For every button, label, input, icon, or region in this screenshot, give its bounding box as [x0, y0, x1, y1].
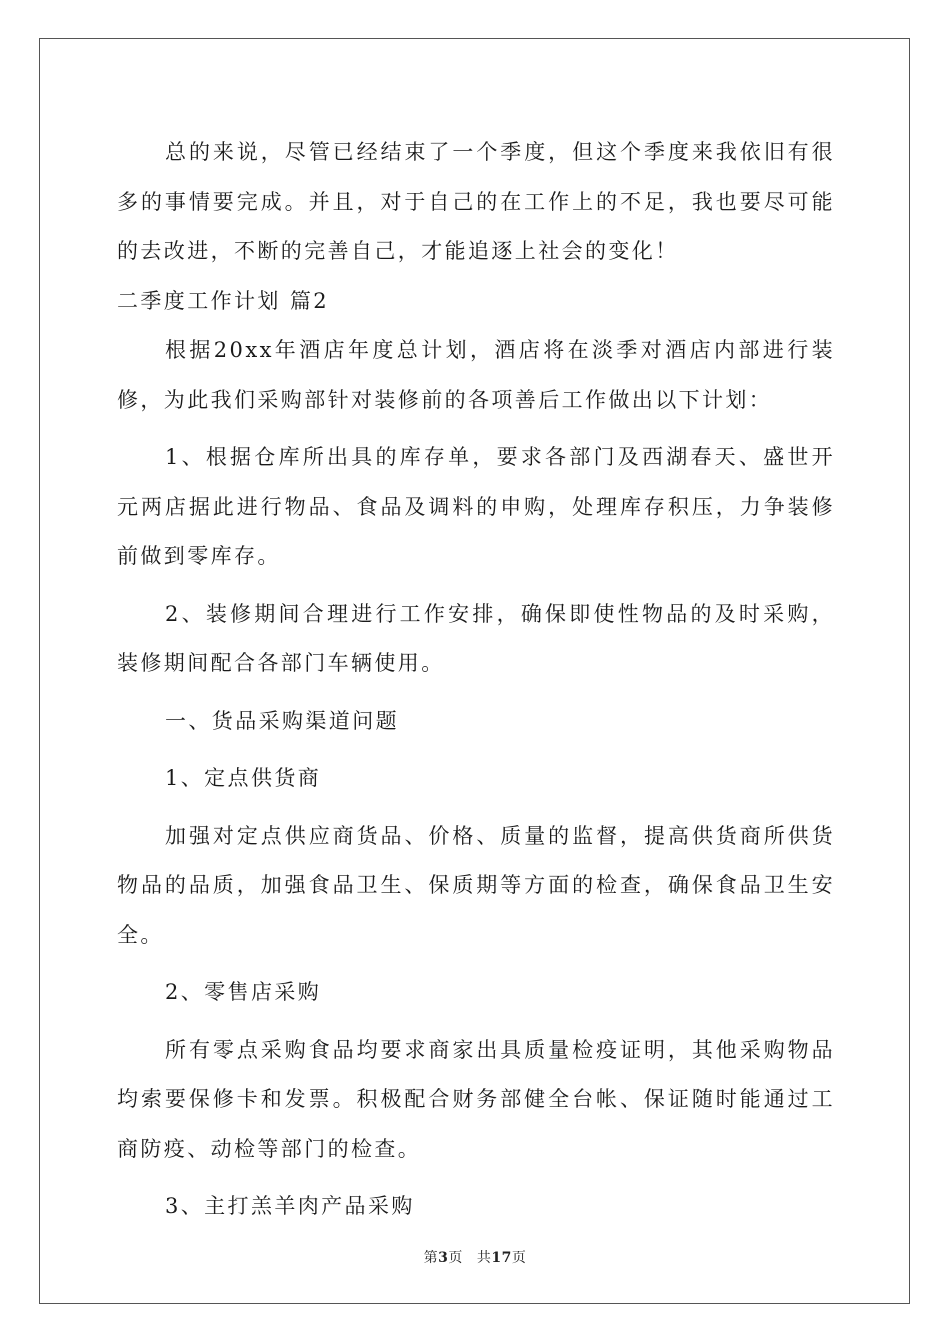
paragraph-item-1: 1、根据仓库所出具的库存单，要求各部门及西湖春天、盛世开元两店据此进行物品、食品及调料的申购，处理库存积压，力争装修前做到零库存。 — [117, 445, 835, 568]
paragraph-intro: 根据20xx年酒店年度总计划，酒店将在淡季对酒店内部进行装修，为此我们采购部针对装修前的各项善后工作做出以下计划： — [117, 338, 835, 412]
footer-page-suffix: 页 — [448, 1250, 463, 1266]
footer-total-prefix: 共 — [476, 1250, 492, 1266]
subheading-designated-suppliers: 1、定点供货商 — [165, 766, 322, 790]
document-body — [117, 128, 835, 1232]
footer-total-pages: 17 — [491, 1250, 512, 1266]
paragraph-retail-requirements: 所有零点采购食品均要求商家出具质量检疫证明，其他采购物品均索要保修卡和发票。积极配合财务部健全台帐、保证随时能通过工商防疫、动检等部门的检查。 — [117, 1037, 835, 1161]
footer-page-number: 3 — [438, 1250, 449, 1266]
subheading-lamb-procurement: 3、主打羔羊肉产品采购 — [165, 1194, 415, 1218]
footer-page-prefix: 第 — [423, 1250, 439, 1266]
page-footer — [0, 1249, 950, 1267]
subheading-retail-procurement: 2、零售店采购 — [165, 980, 322, 1004]
footer-total-suffix: 页 — [511, 1250, 527, 1266]
section-heading: 二季度工作计划 篇2 — [117, 288, 330, 313]
paragraph-supplier-oversight: 加强对定点供应商货品、价格、质量的监督，提高供货商所供货物品的品质，加强食品卫生、保质期等方面的检查，确保食品卫生安全。 — [117, 823, 835, 947]
paragraph-summary: 总的来说，尽管已经结束了一个季度，但这个季度来我依旧有很多的事情要完成。并且，对于自己的在工作上的不足，我也要尽可能的去改进，不断的完善自己，才能追逐上社会的变化！ — [117, 140, 835, 263]
subheading-procurement-channels: 一、货品采购渠道问题 — [165, 708, 399, 733]
paragraph-item-2: 2、装修期间合理进行工作安排，确保即使性物品的及时采购，装修期间配合各部门车辆使用。 — [117, 601, 835, 675]
